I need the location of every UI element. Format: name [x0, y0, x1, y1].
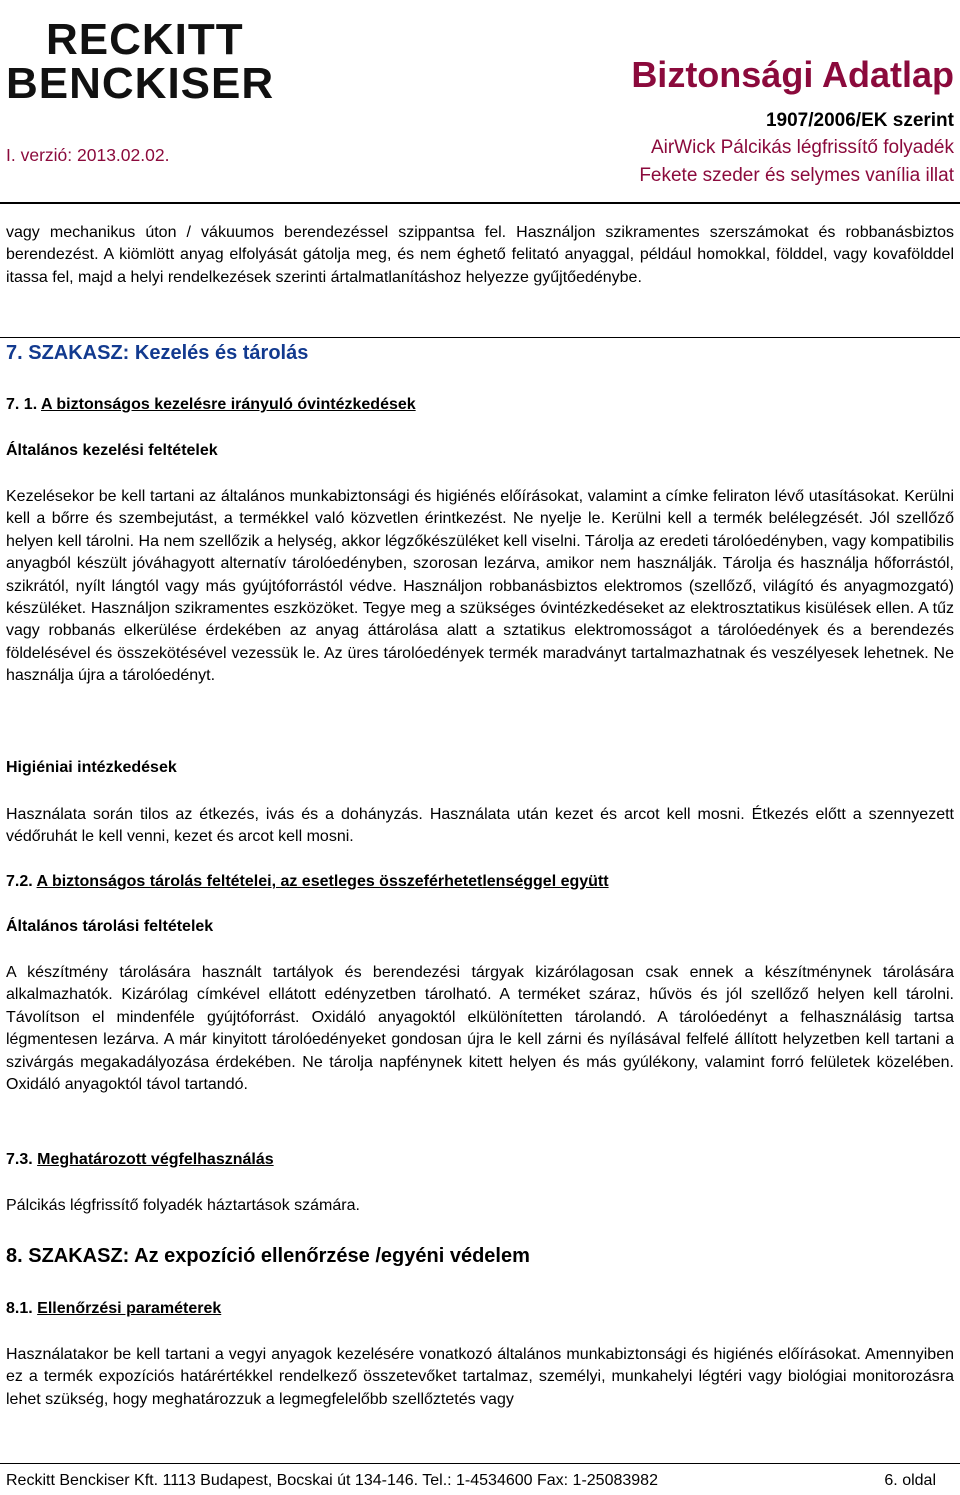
product-line2: Fekete szeder és selymes vanília illat [639, 165, 954, 186]
footer [0, 1463, 960, 1489]
s73-heading [6, 1151, 274, 1169]
s73-text: Pálcikás légfrissítő folyadék háztartások számára. [6, 1197, 360, 1214]
general-handling-title: Általános kezelési feltételek [6, 442, 218, 459]
general-handling-block [6, 486, 954, 688]
general-handling-text: Kezelésekor be kell tartani az általános munkabiztonsági és higiénés előírásokat, valamint a címke feliraton lévő utasításokat. Kerülni kell a bőrre és szembejutást, a termékkel való közvetlen érintkezést. Ne nyelje le. Kerülni kell a termék belélegzését. Jól szellőző helyen kell tárolni. Ha nem szellőzik a helység, akkor légzőkészüléket kell viselni. Tárolja az eredeti tárolóedényben, vagy kompatibilis anyagból készült jóváhagyott alternatív tárolóedényben, szorosan lezárva, amikor nem használják. Tárolja és használja hőforrástól, szikrától, nyílt lángtól vagy más gyújtóforrástól védve. Használjon robbanásbiztos elektromos (szellőző, világító és anyagmozgató) készüléket. Használjon szikramentes eszközöket. Tegye meg a szükséges óvintézkedéseket az elektrosztatikus kisülések ellen. A tűz vagy robbanás elkerülése érdekében az anyag áttárolása alatt a sztatikus elektromosságot a tárolóedények és a berendezés földelésével és összekötésével vezessük le. Az üres tárolóedények termék maradványt tartalmazhatnak és veszélyesek lehetnek. Ne használja újra a tárolóedényt. [6, 488, 954, 685]
section8-title: 8. SZAKASZ: Az expozíció ellenőrzése /egyéni védelem [6, 1245, 530, 1267]
s73-title: Meghatározott végfelhasználás [37, 1151, 274, 1168]
general-storage-title: Általános tárolási feltételek [6, 918, 214, 935]
s81-num: 8.1. [6, 1300, 33, 1317]
general-storage-block [6, 962, 954, 1096]
s71-num: 7. 1. [6, 396, 38, 413]
s81-block [6, 1344, 954, 1411]
hygiene-title: Higiéniai intézkedések [6, 759, 177, 776]
s72-num: 7.2. [6, 873, 33, 890]
doc-title: Biztonsági Adatlap [631, 54, 954, 95]
section7-title: 7. SZAKASZ: Kezelés és tárolás [6, 342, 309, 364]
logo-line1: RECKITT [46, 15, 244, 64]
s71-heading [6, 396, 416, 414]
logo-line2: BENCKISER [6, 59, 275, 102]
intro-paragraph-block [6, 222, 954, 289]
header-right [631, 52, 954, 190]
s72-heading [6, 873, 609, 891]
s81-text: Használatakor be kell tartani a vegyi anyagok kezelésére vonatkozó általános munkabiztonsági és higiénés előírásokat. Amennyiben ez a termék expozíciós határértékkel rendelkező összetevőket tartalmaz, személyi, munkahelyi légtéri vagy biológiai monitorozásra lehet szükség, hogy meghatározzuk a legmegfelelőbb szellőztetés vagy [6, 1346, 954, 1408]
s71-title: A biztonságos kezelésre irányuló óvintézkedések [41, 396, 416, 413]
s73-block [6, 1195, 954, 1217]
header-divider [0, 202, 960, 204]
product-line1: AirWick Pálcikás légfrissítő folyadék [650, 137, 954, 158]
s73-num: 7.3. [6, 1151, 33, 1168]
version-label: I. verzió: 2013.02.02. [6, 145, 170, 165]
s72-title: A biztonságos tárolás feltételei, az esetleges összeférhetetlenséggel együtt [36, 873, 609, 890]
s81-title: Ellenőrzési paraméterek [37, 1300, 222, 1317]
footer-page-number: 6. oldal [884, 1472, 936, 1489]
reckitt-benckiser-logo [6, 12, 296, 102]
general-storage-text: A készítmény tárolására használt tartályok és berendezési tárgyak kizárólagosan csak ennek a készítménynek tárolására alkalmazhatók. Kizárólag címkével ellátott edényzetben tárolható. A terméket száraz, hűvös és jól szellőző helyen kell tárolni. Távolítson el mindenféle gyújtóforrást. Oxidáló anyagoktól elkülönítetten tárolandó. A tárolóedényt a felhasználásig tartsa légmentesen lezárva. A már kinyitott tárolóedényeket gondosan újra le kell zárni és nyílásával felfelé állított helyzetben kell tartani a szivárgás megakadályozása érdekében. Ne tárolja napfénynek kitett helyen és más gyúlékony, valamint forró felületek közelében. Oxidáló anyagoktól távol tartandó. [6, 964, 954, 1094]
hygiene-text: Használata során tilos az étkezés, ivás és a dohányzás. Használata után kezet és arcot kell mosni. Étkezés előtt a szennyezett védőruhát le kell venni, kezet és arcot kell mosni. [6, 806, 954, 846]
regulation: 1907/2006/EK szerint [765, 110, 954, 131]
footer-company: Reckitt Benckiser Kft. 1113 Budapest, Bocskai út 134-146. Tel.: 1-4534600 Fax: 1-25083982 [6, 1472, 658, 1489]
intro-paragraph: vagy mechanikus úton / vákuumos berendezéssel szippantsa fel. Használjon szikramentes szerszámokat és robbanásbiztos berendezést. A kiömlött anyag elfolyását gátolja meg, és nem éghető felitató anyaggal, például homokkal, földdel, vagy kovafölddel itassa fel, majd a helyi rendelkezések szerinti ártalmatlanításhoz helyezze gyűjtőedénybe. [6, 224, 954, 286]
section7-divider [0, 337, 960, 338]
s81-heading [6, 1300, 221, 1318]
hygiene-block [6, 804, 954, 849]
